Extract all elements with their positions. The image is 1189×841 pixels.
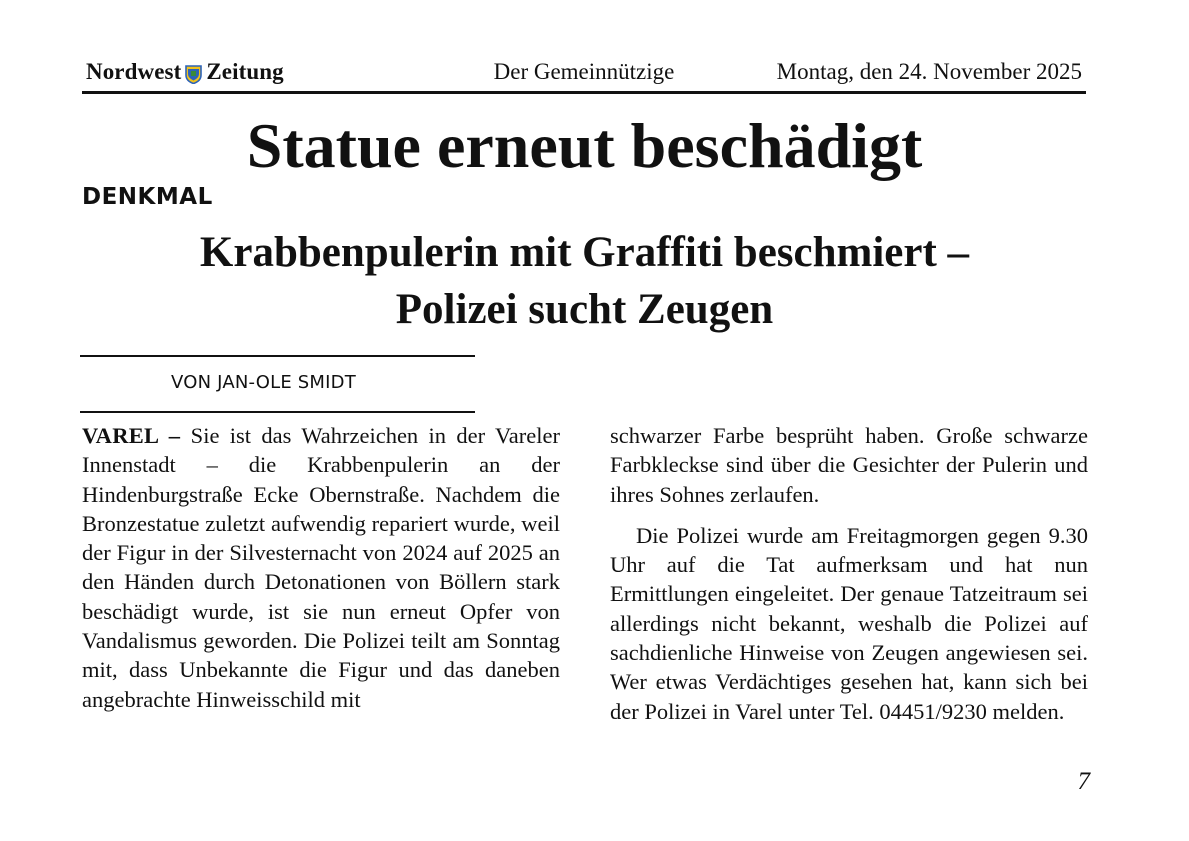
kicker: DENKMAL: [82, 184, 213, 210]
article-column-1: [82, 421, 560, 714]
byline-box: [80, 355, 475, 413]
article-column-2: [610, 421, 1088, 726]
paragraph-1: [82, 421, 560, 714]
byline: VON JAN-OLE SMIDT: [171, 372, 356, 393]
section-title: Der Gemeinnützige: [493, 59, 675, 84]
paragraph-1-continued: schwarzer Farbe besprüht haben. Große schwarze Farbkleckse sind über die Gesichter der Pulerin und ihres Sohnes zerlaufen.: [610, 423, 1088, 507]
newspaper-name-left: Nordwest: [86, 59, 182, 84]
page-number: 7: [1077, 768, 1090, 795]
issue-date: Montag, den 24. November 2025: [776, 59, 1082, 84]
subheadline-line-2: Polizei sucht Zeugen: [395, 286, 774, 333]
subheadline: [0, 224, 1169, 338]
subheadline-line-1: Krabbenpulerin mit Graffiti beschmiert –: [199, 229, 970, 276]
dateline: VAREL –: [82, 423, 181, 448]
newspaper-name-right: Zeitung: [206, 59, 284, 84]
paragraph-2: Die Polizei wurde am Freitagmorgen gegen 9.30 Uhr auf die Tat aufmerksam und hat nun Ermittlungen eingeleitet. Der genaue Tatzeitraum sei allerdings nicht bekannt, weshalb die Polizei auf sachdienliche Hinweise von Zeugen angewiesen sei. Wer etwas Verdächtiges gesehen hat, kann sich bei der Polizei in Varel unter Tel. 04451/9230 melden.: [610, 522, 1088, 724]
masthead: [82, 57, 1086, 94]
paragraph-1-text: Sie ist das Wahrzeichen in der Vareler Innenstadt – die Krabbenpulerin an der Hindenburgstraße Ecke Obernstraße. Nachdem die Bronzestatue zuletzt aufwendig repariert wurde, weil der Figur in der Silvesternacht von 2024 auf 2025 an den Händen durch Detonationen von Böllern stark beschädigt wurde, ist sie nun erneut Opfer von Vandalismus geworden. Die Polizei teilt am Sonntag mit, dass Unbekannte die Figur und das daneben angebrachte Hinweisschild mit: [82, 423, 560, 712]
headline: Statue erneut beschädigt: [246, 110, 923, 181]
